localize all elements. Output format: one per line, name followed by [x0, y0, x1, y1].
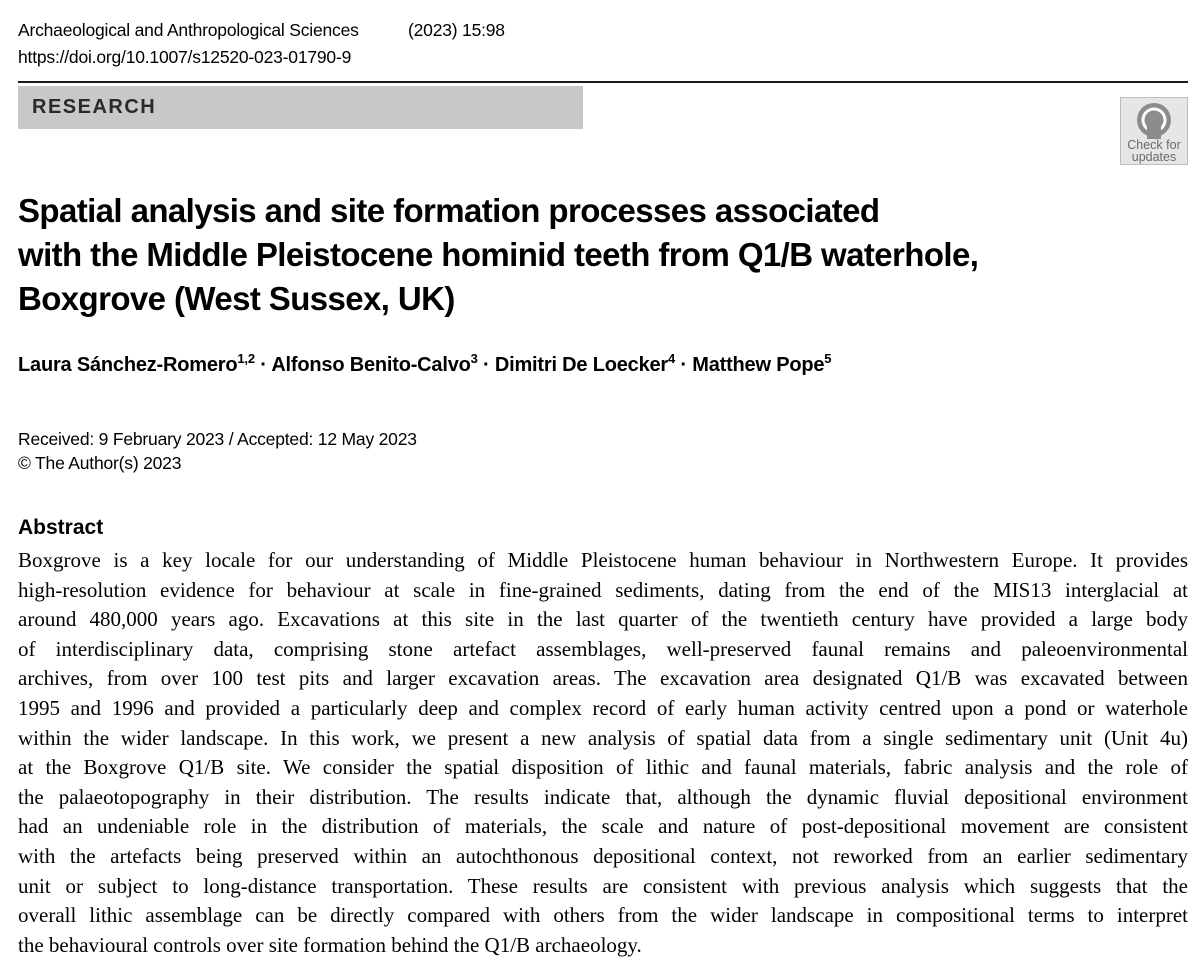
section-label: RESEARCH — [32, 96, 157, 118]
abstract-line: 1995 and 1996 and provided a particularly deep and complex record of early human activity centred upon a pond or waterhole — [18, 695, 1188, 720]
abstract-line: within the wider landscape. In this work, we present a new analysis of spatial data from a single sedimentary unit (Unit 4u) — [18, 725, 1188, 750]
abstract-line: high-resolution evidence for behaviour at scale in fine-grained sediments, dating from the end of the MIS13 interglacial at — [18, 577, 1188, 602]
author-affiliation: 5 — [824, 351, 832, 366]
author-name[interactable]: Alfonso Benito-Calvo — [271, 354, 471, 376]
abstract-line: had an undeniable role in the distribution of materials, the scale and nature of post-depositional movement are consistent — [18, 814, 1188, 839]
abstract-heading: Abstract — [18, 516, 104, 539]
copyright-notice: © The Author(s) 2023 — [18, 453, 182, 473]
author-affiliation: 1,2 — [237, 351, 255, 366]
article-header-meta — [18, 17, 505, 71]
author-name[interactable]: Matthew Pope — [692, 354, 825, 376]
abstract-body — [18, 546, 1188, 960]
abstract-line: around 480,000 years ago. Excavations at this site in the last quarter of the twentieth century have provided a large body — [18, 607, 1188, 632]
author-separator: · — [675, 354, 693, 376]
doi-link[interactable]: https://doi.org/10.1007/s12520-023-01790-9 — [18, 47, 352, 67]
abstract-line: at the Boxgrove Q1/B site. We consider the spatial disposition of lithic and faunal materials, fabric analysis and the role of — [18, 755, 1188, 780]
author-affiliation: 4 — [668, 351, 676, 366]
author-name[interactable]: Dimitri De Loecker — [494, 354, 669, 376]
abstract-line: with the artefacts being preserved within an autochthonous depositional context, not reworked from an earlier sedimentary — [18, 843, 1188, 868]
author-separator: · — [254, 354, 272, 376]
author-name[interactable]: Laura Sánchez-Romero — [18, 354, 238, 376]
abstract-line: unit or subject to long-distance transportation. These results are consistent with previous analysis which suggests that the — [18, 873, 1188, 898]
abstract-line: the palaeotopography in their distribution. The results indicate that, although the dynamic fluvial depositional environment — [18, 784, 1188, 809]
check-updates-line1: Check for — [1127, 138, 1181, 152]
check-updates-line2: updates — [1131, 150, 1177, 164]
abstract-line: overall lithic assemblage can be directly compared with others from the wider landscape in compositional terms to interpret — [18, 903, 1188, 928]
journal-row — [18, 17, 505, 44]
journal-name: Archaeological and Anthropological Sciences — [18, 20, 359, 40]
title-line: Boxgrove (West Sussex, UK) — [18, 280, 455, 317]
year-volume: (2023) 15:98 — [408, 20, 505, 40]
abstract-line: Boxgrove is a key locale for our understanding of Middle Pleistocene human behaviour in Northwestern Europe. It provides — [18, 548, 1188, 572]
received-accepted-dates: Received: 9 February 2023 / Accepted: 12 May 2023 — [18, 429, 417, 449]
check-for-updates-badge[interactable] — [1120, 97, 1188, 165]
author-list — [18, 351, 832, 377]
section-band — [18, 86, 583, 129]
header-rule — [18, 81, 1188, 83]
author-affiliation: 3 — [470, 351, 478, 366]
abstract-line: of interdisciplinary data, comprising stone artefact assemblages, well-preserved faunal remains and paleoenvironmental — [18, 636, 1188, 661]
abstract-line: the behavioural controls over site formation behind the Q1/B archaeology. — [18, 932, 642, 957]
article-title — [18, 189, 1178, 321]
abstract-line: archives, from over 100 test pits and larger excavation areas. The excavation area designated Q1/B was excavated between — [18, 666, 1188, 691]
publication-dates — [18, 427, 417, 475]
check-updates-icon — [1134, 101, 1174, 139]
author-separator: · — [477, 354, 495, 376]
title-line: Spatial analysis and site formation processes associated — [18, 192, 880, 229]
title-line: with the Middle Pleistocene hominid teeth from Q1/B waterhole, — [18, 236, 979, 273]
